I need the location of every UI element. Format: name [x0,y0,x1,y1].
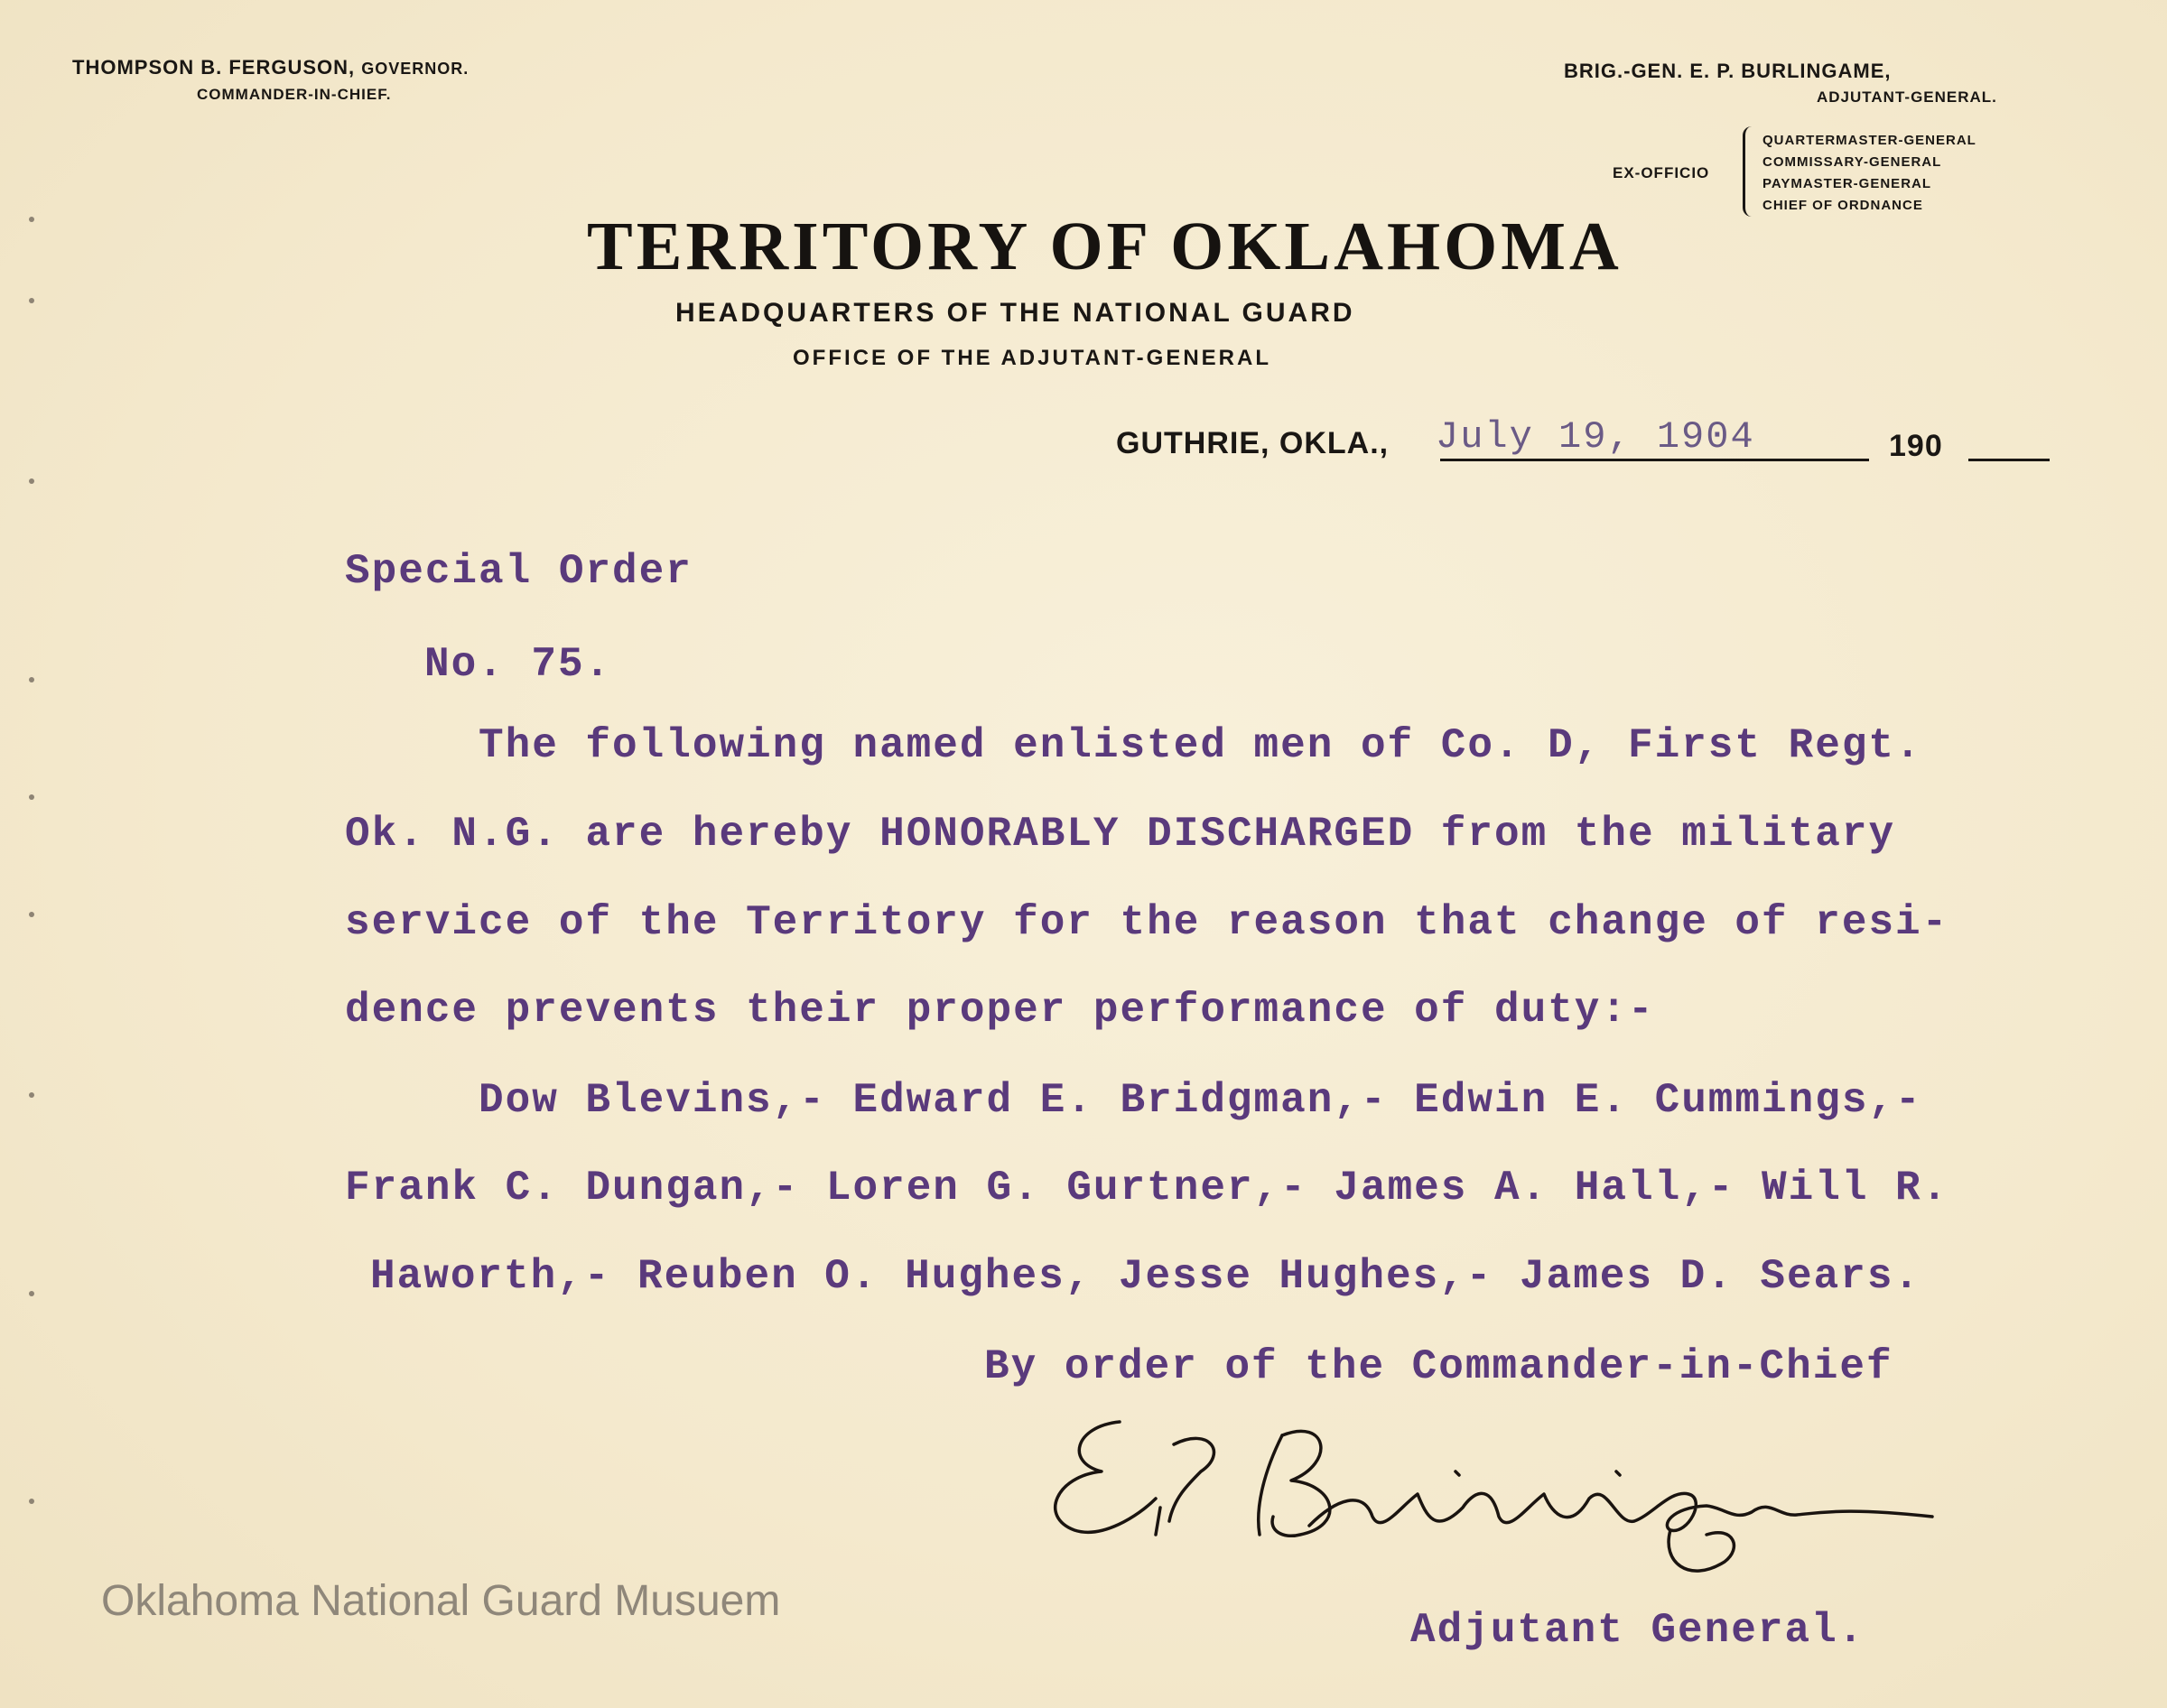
binder-hole [29,1499,34,1504]
governor-title: GOVERNOR. [361,60,470,78]
ex-officio-role: COMMISSARY-GENERAL [1762,154,1942,170]
closing-line: By order of the Commander-in-Chief [984,1343,1893,1390]
binder-hole [29,912,34,917]
letterhead-office: OFFICE OF THE ADJUTANT-GENERAL [793,346,1271,370]
binder-hole [29,217,34,222]
body-line: service of the Territory for the reason that change of resi- [345,899,1949,946]
date-underline [1440,459,1869,461]
binder-hole [29,794,34,800]
names-line: Frank C. Dungan,- Loren G. Gurtner,- James A. Hall,- Will R. [345,1165,1949,1211]
order-heading: Special Order [345,548,693,595]
binder-hole [29,478,34,484]
ex-officio-bracket [1743,126,1758,217]
ex-officio-role: CHIEF OF ORDNANCE [1762,198,1923,213]
binder-hole [29,1291,34,1296]
letterhead-subtitle: HEADQUARTERS OF THE NATIONAL GUARD [675,298,1355,328]
letter-date: July 19, 1904 [1436,415,1755,459]
museum-watermark: Oklahoma National Guard Musuem [101,1577,781,1625]
place-label: GUTHRIE, OKLA., [1116,426,1390,460]
ex-officio-role: QUARTERMASTER-GENERAL [1762,133,1976,148]
binder-hole [29,1092,34,1098]
adjutant-role: ADJUTANT-GENERAL. [1817,88,1997,106]
ex-officio-label: EX-OFFICIO [1613,164,1710,181]
names-line: Haworth,- Reuben O. Hughes, Jesse Hughes,- James D. Sears. [370,1253,1921,1300]
order-number: No. 75. [424,641,612,688]
year-prefix: 190 [1889,429,1943,463]
body-line: Ok. N.G. are hereby HONORABLY DISCHARGED from the military [345,811,1896,858]
letterhead-title: TERRITORY OF OKLAHOMA [587,209,1623,284]
body-line: dence prevents their proper performance of duty:- [345,987,1655,1034]
governor-role: COMMANDER-IN-CHIEF. [197,86,392,103]
binder-hole [29,677,34,682]
signature [1038,1408,1968,1589]
binder-hole [29,298,34,303]
year-underline [1968,459,2050,461]
adjutant-name: BRIG.-GEN. E. P. BURLINGAME, [1564,60,1892,82]
governor-line [72,56,469,79]
ex-officio-role: PAYMASTER-GENERAL [1762,176,1932,191]
governor-name: THOMPSON B. FERGUSON, [72,56,356,79]
names-line: Dow Blevins,- Edward E. Bridgman,- Edwin E. Cummings,- [479,1077,1922,1124]
body-line: The following named enlisted men of Co. D, First Regt. [479,722,1922,769]
signer-title: Adjutant General. [1410,1607,1865,1654]
